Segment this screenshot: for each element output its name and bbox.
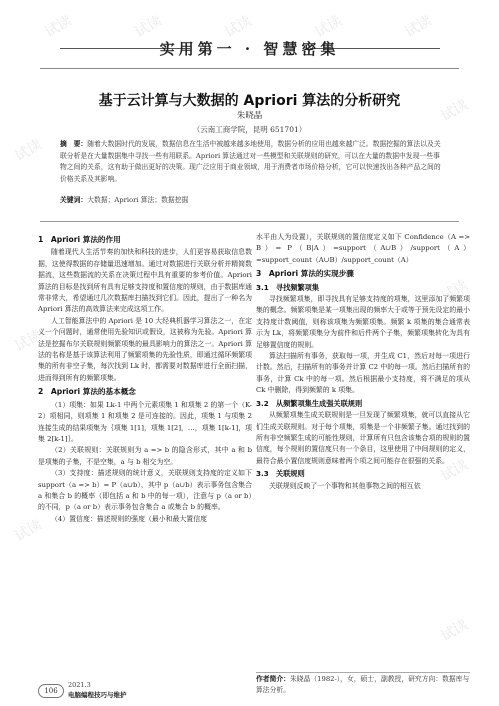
article-affiliation: （云南工商学院，昆明 651701）: [192, 125, 307, 134]
watermark: 试读: [132, 12, 165, 41]
journal-header: [0, 34, 499, 80]
header-rule: [40, 68, 459, 69]
left-column: [38, 232, 252, 525]
magazine-name: 电脑编程技巧与维护: [68, 691, 127, 699]
watermark: 试读: [42, 12, 75, 41]
right-column: [256, 232, 470, 492]
watermark: 试读: [402, 12, 435, 41]
issue-number: 2021.3: [68, 681, 91, 689]
author-bio: [256, 674, 470, 696]
subsection-heading: 3.3 关联规则: [256, 469, 305, 479]
paragraph: 从频繁项集生成关联规则是一旦发现了频繁项集，就可以直接从它们生成关联规则。对于每个项集，项集是一个非频繁子集。通过找到的所有非空频繁生成的可能性规则，计算所有只包含该集合项的规则的置信度，每个规则的置信度只有一个条目，这里使用了中间规则的定义，最符合最小置信度规则意味着两个项之间可能存在很强的关系。: [256, 411, 470, 465]
subsection-heading: 3.2 从频繁项集生成强关联规则: [256, 398, 363, 408]
bio-label: 作者简介：: [256, 675, 290, 683]
subsection-heading: 3.1 寻找频繁项集: [256, 282, 320, 292]
watermark: 试读: [12, 516, 45, 545]
paragraph: 人工智能算法中的 Apriori 是 10 大经典机器学习算法之一，在定义一个问题时，通常使用先验知识或假设，这被称为先验。Apriori 算法是挖掘布尔关联规则频繁项集的最具影响力的算法之一。Apriori 算法的名称是基于该算法利用了频繁项集的先验性质，即通过循环频繁项集的所有非空子集，每次找到 Lk 时，都需要对数据库进行全面扫描，进而得到所有的频繁项集。: [38, 316, 252, 382]
article-author: 朱晓晶: [236, 111, 263, 121]
watermark: 试读: [438, 276, 471, 305]
paragraph: （3）支持度：描述规则的统计意义，关联规则支持度的定义如下 support（a => b）= P（a∪b），其中 p（a∪b）表示事务包含集合 a 和集合 b 的概率（即包括 a 和 b 中的每一项），注意与 p（a or b）的不同，p（a or b）表示事务包含集合 a 或集合 b 的概率。: [38, 469, 252, 512]
bio-divider: [256, 672, 470, 673]
watermark: 试读: [312, 12, 345, 41]
paragraph: （4）置信度：描述规则的强度（最小和最大置信度: [51, 514, 207, 523]
section-heading: 2 Apriori 算法的基本概念: [38, 387, 136, 397]
section-divider: [40, 221, 459, 222]
paragraph: 随着现代人生活节奏的加快和科技的进步，人们更容易获取信息数据，这使得数据的存储量迅速增加。通过对数据进行关联分析并精简数据流，这些数据流的关系在决策过程中具有重要的参考价值。Apriori 算法的目标是找到所有具有足够支持度和置信度的规则，由于数据库通常非常大，希望通过几次数据库扫描找到它们。因此，提出了一种名为 Apriori 算法的高效算法来完成这项工作。: [38, 248, 252, 314]
paragraph: 关联规则反映了一个事物和其他事物之间的相互依: [269, 481, 421, 490]
article-title: 基于云计算与大数据的 Apriori 算法的分析研究: [98, 93, 401, 109]
abstract-text: 随着大数据时代的发展，数据信息在生活中被越来越多地使用，数据分析的应用也越来越广泛。数据挖掘的算法以及关联分析是在大量数据集中寻找一些有用联系。Apriori 算法通过对一些模型和关联规则的研究，可以在大量的数据中发现一些事物之间的关系，这有助于做出更好的决策。现广泛应用于商业领域，用于消费者市场价格分析，它可以快速找出各种产品之间的价格关系及其影响。: [60, 140, 441, 183]
keywords-text: 大数据；Apriori 算法；数据挖掘: [87, 196, 189, 204]
paragraph: （1）项集：如果 Lk-1 中两个元素项集 1 和项集 2 的第一个（K-2）项相同，则项集 1 和项集 2 是可连接的。因此，项集 1 与项集 2 连接生成的结果项集为｛项集 1[1]，项集 1[2]，…，项集 1[k-1]，项集 2[k-1]｝。: [38, 400, 252, 443]
paragraph: （2）关联规则：关联规则为 a => b 的隐含形式，其中 a 和 b 是项集的子集，不是空集，a 与 b 相交为空。: [38, 446, 252, 466]
watermark: 试读: [12, 326, 45, 355]
watermark: 试读: [438, 616, 471, 645]
abstract-label: 摘 要：: [60, 140, 88, 148]
paragraph: 寻找频繁项集，即寻找具有足够支持度的项集，这里添加了频繁项集的概念。频繁项集是某一项集出现的频率大于或等于预先设定的最小支持度计数阈值，则称该项集为频繁项集。频繁 k 项集的集合通常表示为 Lk，将频繁项集分为前件和后件两个子集，频繁项集转化为具有足够置信度的规则。: [256, 295, 470, 349]
keywords-label: 关键词：: [60, 196, 88, 204]
section-heading: 1 Apriori 算法的作用: [38, 235, 121, 244]
keywords: [60, 194, 442, 204]
section-heading: 3 Apriori 算法的实现步骤: [256, 269, 354, 279]
bio-text: 朱晓晶（1982-），女，硕士，副教授，研究方向：数据库与算法分析。: [256, 675, 470, 694]
paragraph: 算法扫描所有事务，获取每一项，并生成 C1，然后对每一项进行计数。然后，扫描所有的事务并计算 C2 中的每一项。然后扫描所有的事务，计算 Ck 中的每一项。然后根据最小支持度，将不满足的项从 Ck 中删除，得到频繁的 k 项集。: [256, 352, 470, 395]
watermark: 试读: [12, 136, 45, 165]
page-footer: [38, 680, 158, 702]
column-label: 实用第一 · 智慧密集: [159, 40, 340, 58]
paragraph-continued: 水平由人为设置），关联规则的置信度定义如下 Confidence（A => B）= P（B|A）=support（A∪B）/support（A）=support_count（A∪B）/support_count（A）: [256, 233, 470, 264]
watermark: 试读: [438, 96, 471, 125]
watermark: 试读: [222, 12, 255, 41]
watermark: 试读: [438, 456, 471, 485]
abstract: [60, 139, 442, 185]
page-number: 106: [38, 684, 64, 698]
